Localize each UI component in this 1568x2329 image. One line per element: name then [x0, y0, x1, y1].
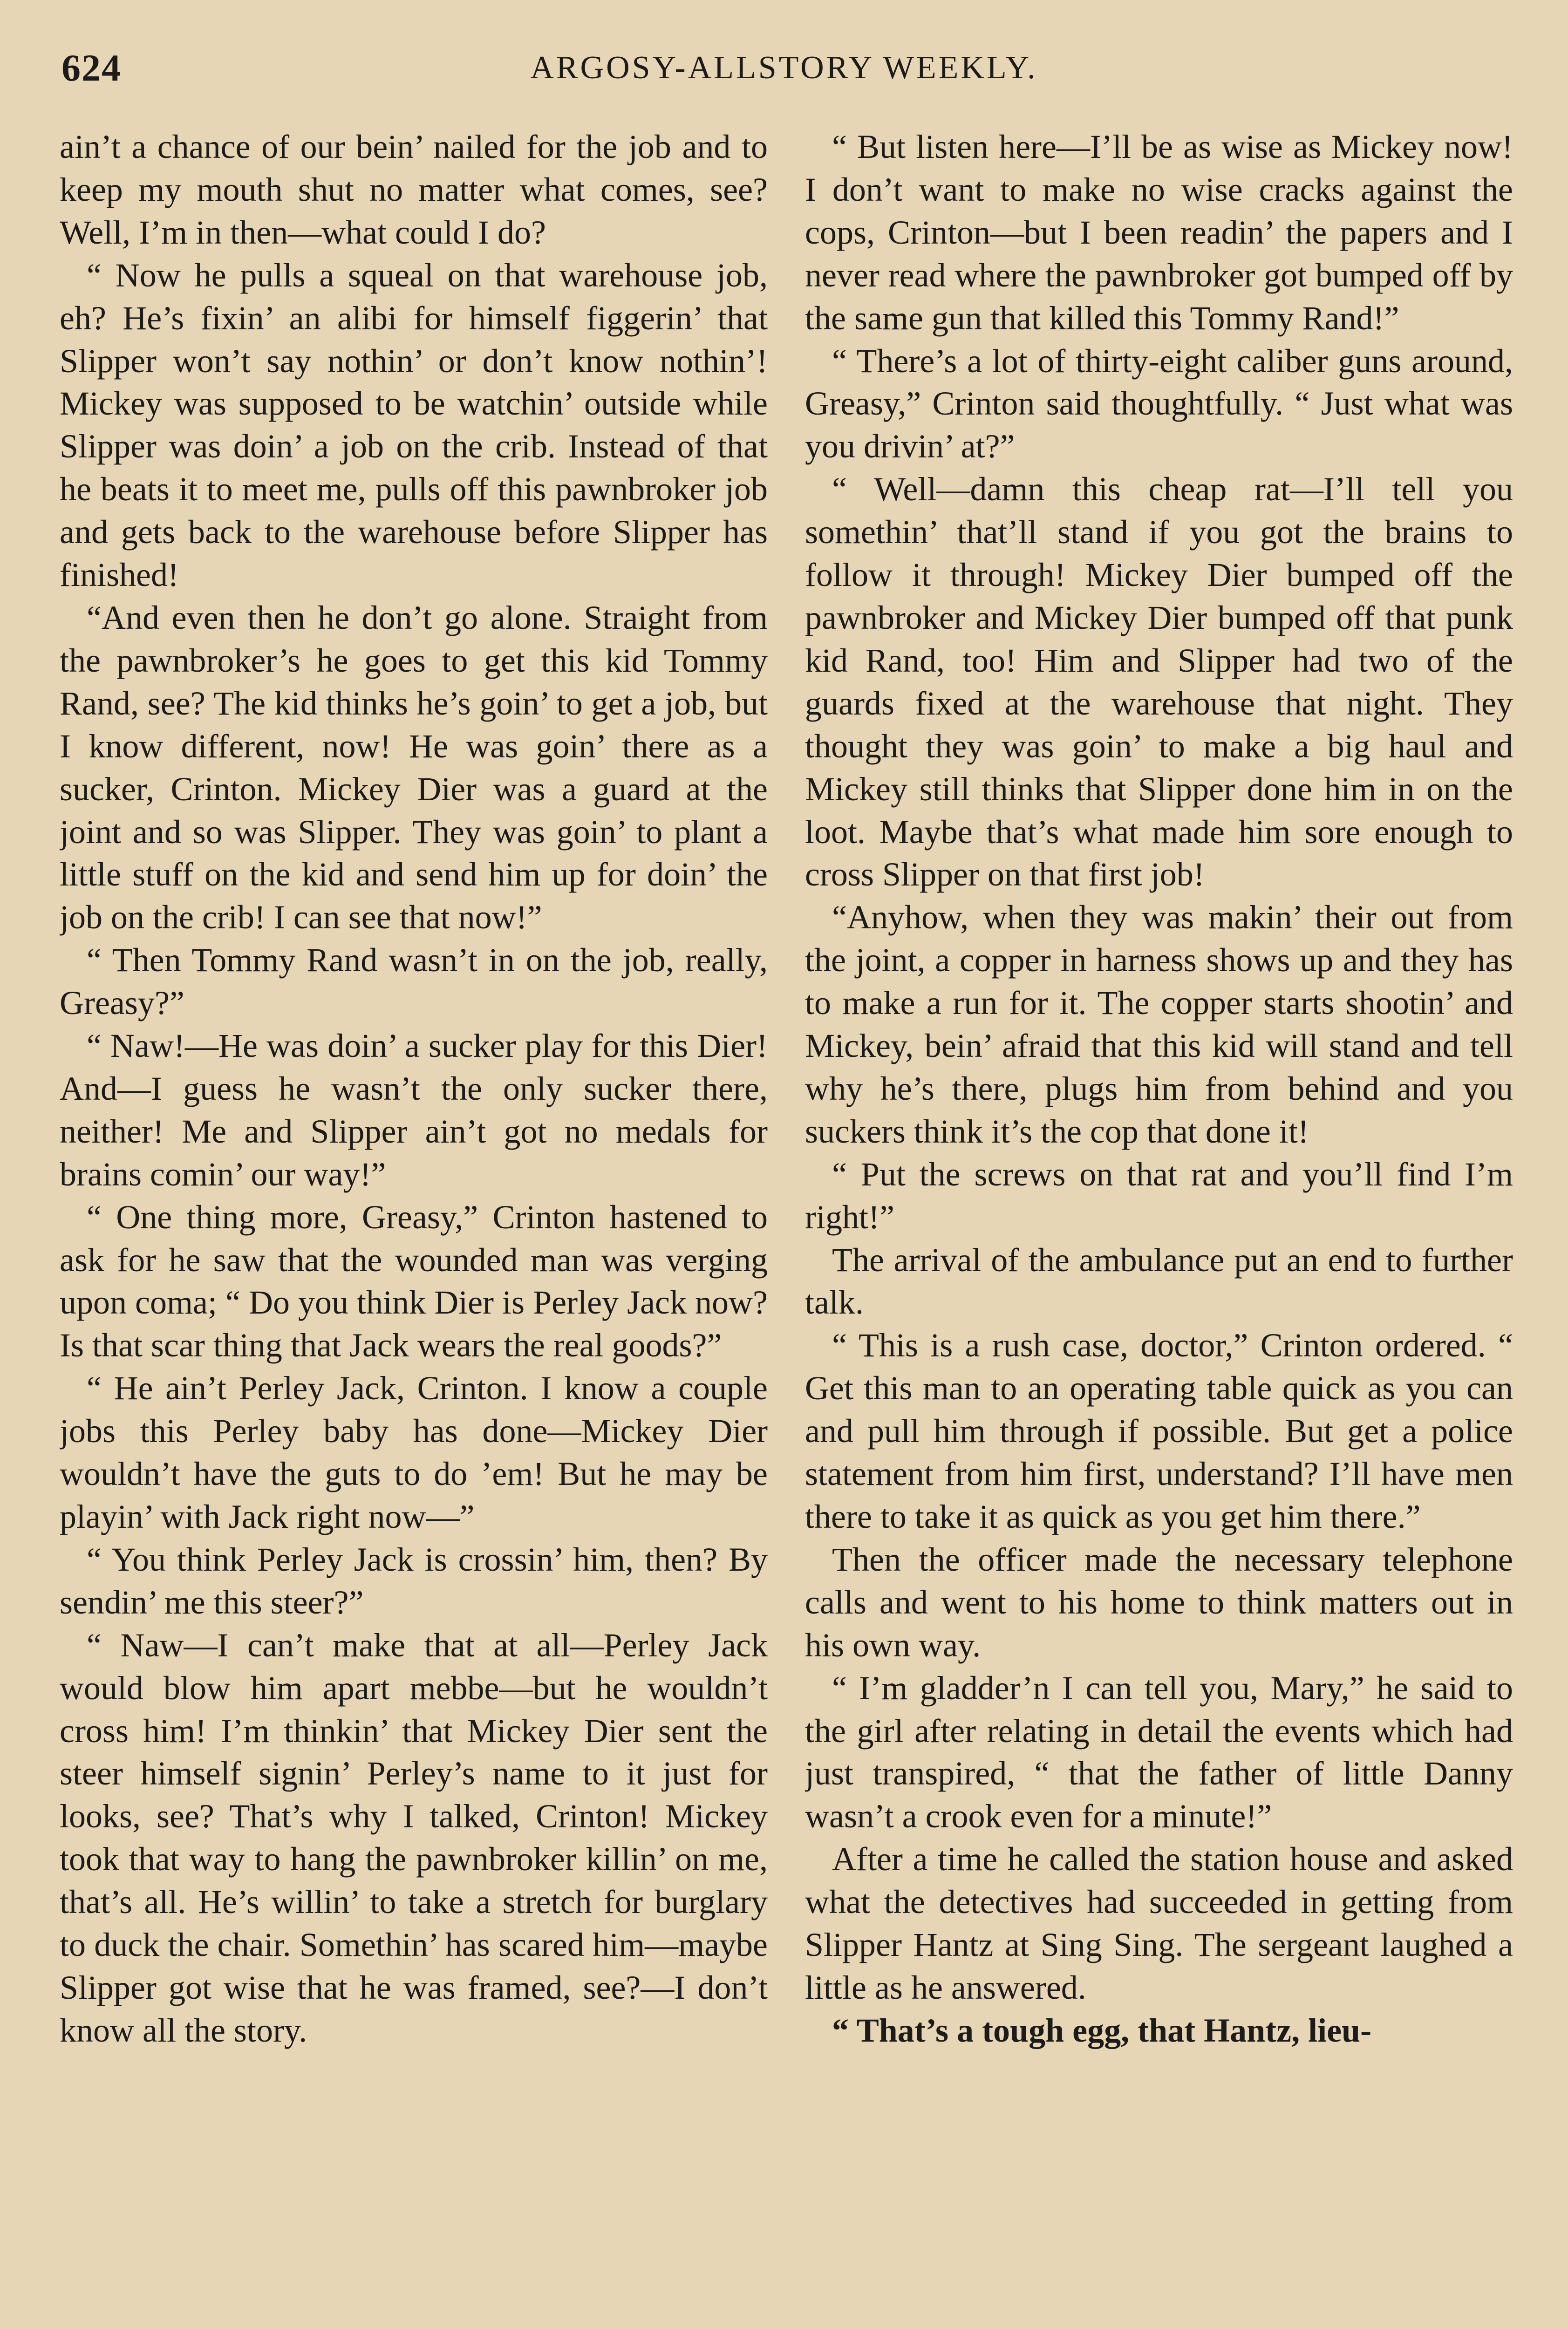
text-columns [60, 126, 1513, 2329]
paragraph: “And even then he don’t go alone. Straight from the pawnbroker’s he goes to get this kid Tommy Rand, see? The kid thinks he’s goin’ to get a job, but I know different, now! He was goin’ there as a sucker, Crinton. Mickey Dier was a guard at the joint and so was Slipper. They was goin’ to plant a little stuff on the kid and send him up for doin’ the job on the crib! I can see that now!” [60, 599, 768, 936]
paragraph: ain’t a chance of our bein’ nailed for the job and to keep my mouth shut no matter what comes, see? Well, I’m in then—what could I do? [60, 128, 768, 251]
paragraph: “ Well—damn this cheap rat—I’ll tell you somethin’ that’ll stand if you got the brains to follow it through! Mickey Dier bumped off the pawnbroker and Mickey Dier bumped off that punk kid Rand, too! Him and Slipper had two of the guards fixed at the warehouse that night. They thought they was goin’ to make a big haul and Mickey still thinks that Slipper done him in on the loot. Maybe that’s what made him sore enough to cross Slipper on that first job! [805, 470, 1513, 893]
left-column [60, 126, 768, 2329]
page-header [61, 45, 1507, 91]
paragraph: “ There’s a lot of thirty-eight caliber guns around, Greasy,” Crinton said thoughtfully. “ Just what was you drivin’ at?” [805, 342, 1513, 465]
paragraph: “ Then Tommy Rand wasn’t in on the job, really, Greasy?” [60, 941, 768, 1022]
paragraph: “ I’m gladder’n I can tell you, Mary,” he said to the girl after relating in detail the events which had just transpired, “ that the father of little Danny wasn’t a crook even for a minute!” [805, 1669, 1513, 1835]
paragraph: “ Now he pulls a squeal on that warehouse job, eh? He’s fixin’ an alibi for himself figgerin’ that Slipper won’t say nothin’ or don’t know nothin’! Mickey was supposed to be watchin’ outside while Slipper was doin’ a job on the crib. Instead of that he beats it to meet me, pulls off this pawnbroker job and gets back to the warehouse before Slipper has finished! [60, 256, 768, 594]
paragraph: “Anyhow, when they was makin’ their out from the joint, a copper in harness shows up and they has to make a run for it. The copper starts shootin’ and Mickey, bein’ afraid that this kid will stand and tell why he’s there, plugs him from behind and you suckers think it’s the cop that done it! [805, 899, 1513, 1150]
paragraph: “ One thing more, Greasy,” Crinton hastened to ask for he saw that the wounded man was verging upon coma; “ Do you think Dier is Perley Jack now? Is that scar thing that Jack wears the real goods?” [60, 1198, 768, 1364]
right-column [805, 126, 1513, 2329]
paragraph: The arrival of the ambulance put an end to further talk. [805, 1241, 1513, 1321]
paragraph: Then the officer made the necessary telephone calls and went to his home to think matters out in his own way. [805, 1540, 1513, 1664]
paragraph: “ This is a rush case, doctor,” Crinton ordered. “ Get this man to an operating table quick as you can and pull him through if possible. But get a police statement from him first, understand? I’ll have men there to take it as quick as you get him there.” [805, 1327, 1513, 1535]
paragraph: “ Naw!—He was doin’ a sucker play for this Dier! And—I guess he wasn’t the only sucker there, neither! Me and Slipper ain’t got no medals for brains comin’ our way!” [60, 1027, 768, 1193]
paragraph: “ He ain’t Perley Jack, Crinton. I know a couple jobs this Perley baby has done—Mickey Dier wouldn’t have the guts to do ’em! But he may be playin’ with Jack right now—” [60, 1369, 768, 1535]
paragraph: “ Put the screws on that rat and you’ll find I’m right!” [805, 1155, 1513, 1236]
paragraph: “ But listen here—I’ll be as wise as Mickey now! I don’t want to make no wise cracks against the cops, Crinton—but I been readin’ the papers and I never read where the pawnbroker got bumped off by the same gun that killed this Tommy Rand!” [805, 128, 1513, 337]
running-head: ARGOSY-ALLSTORY WEEKLY. [530, 50, 1038, 86]
page-number: 624 [61, 47, 122, 89]
paragraph: After a time he called the station house and asked what the detectives had succeeded in getting from Slipper Hantz at Sing Sing. The sergeant laughed a little as he answered. [805, 1840, 1513, 2006]
paragraph: “ Naw—I can’t make that at all—Perley Jack would blow him apart mebbe—but he wouldn’t cross him! I’m thinkin’ that Mickey Dier sent the steer himself signin’ Perley’s name to it just for looks, see? That’s why I talked, Crinton! Mickey took that way to hang the pawnbroker killin’ on me, that’s all. He’s willin’ to take a stretch for burglary to duck the chair. Somethin’ has scared him—maybe Slipper got wise that he was framed, see?—I don’t know all the story. [60, 1626, 768, 2049]
paragraph: “ That’s a tough egg, that Hantz, lieu- [832, 2011, 1372, 2049]
paragraph: “ You think Perley Jack is crossin’ him, then? By sendin’ me this steer?” [60, 1540, 768, 1621]
